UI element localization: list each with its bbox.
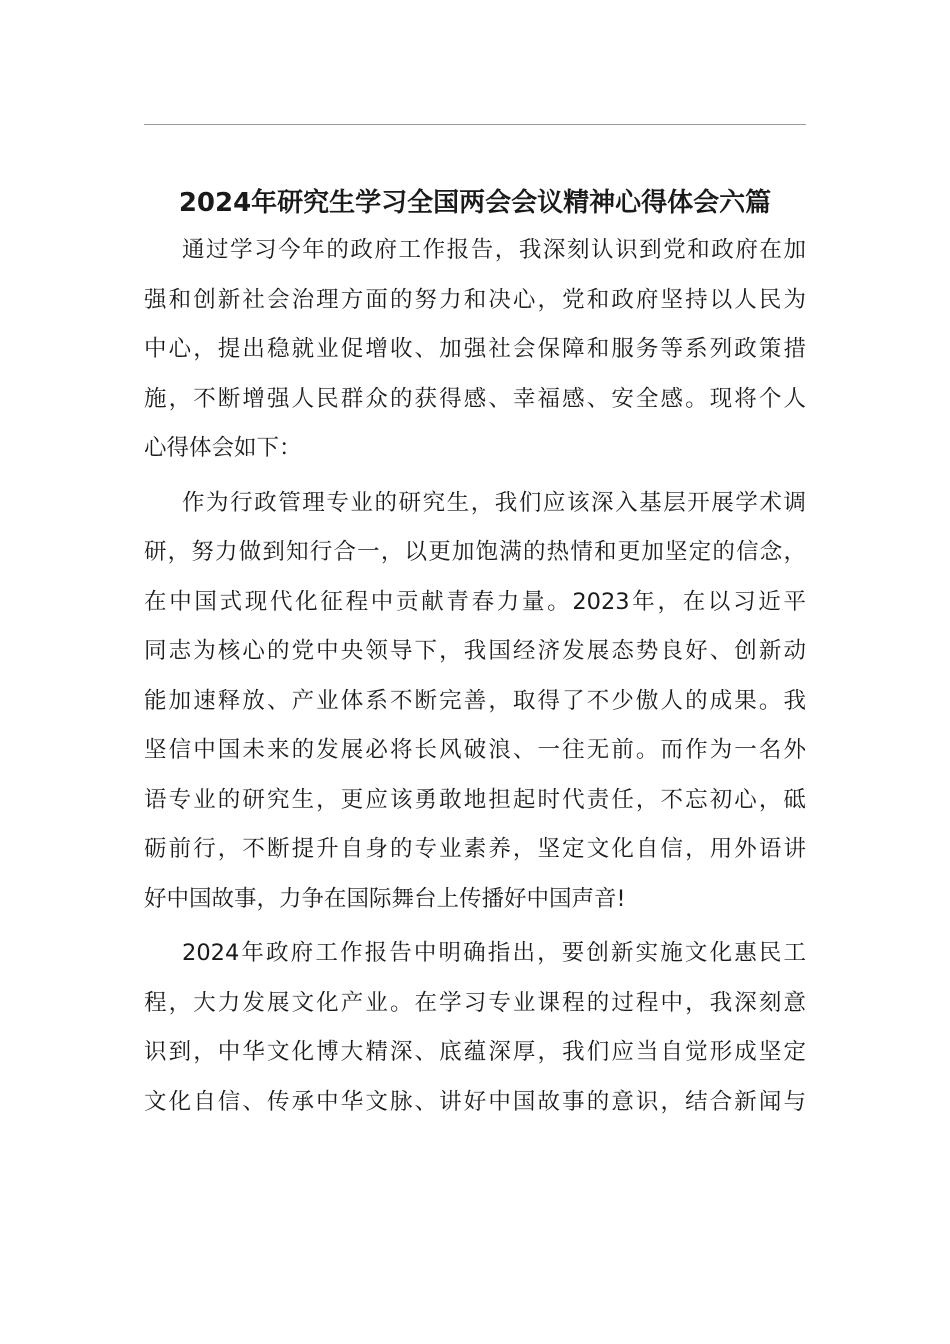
text-line: 施，不断增强人民群众的获得感、幸福感、安全感。现将个人: [144, 385, 806, 412]
text-line: 语专业的研究生，更应该勇敢地担起时代责任，不忘初心，砥: [144, 786, 806, 813]
text-line: 文化自信、传承中华文脉、讲好中国故事的意识，结合新闻与: [144, 1088, 806, 1115]
text-line: 同志为核心的党中央领导下，我国经济发展态势良好、创新动: [144, 638, 806, 664]
text-line: 好中国故事，力争在国际舞台上传播好中国声音!: [144, 885, 626, 912]
text-line: 识到，中华文化博大精深、底蕴深厚，我们应当自觉形成坚定: [144, 1039, 806, 1065]
text-line: 程，大力发展文化产业。在学习专业课程的过程中，我深刻意: [144, 989, 806, 1016]
paragraph: [144, 226, 806, 474]
text-line: 通过学习今年的政府工作报告，我深刻认识到党和政府在加: [182, 237, 806, 263]
document-body: [144, 226, 806, 1127]
text-line: 强和创新社会治理方面的努力和决心，党和政府坚持以人民为: [144, 286, 806, 313]
text-line: 2024年政府工作报告中明确指出，要创新实施文化惠民工: [182, 940, 806, 966]
text-line: 在中国式现代化征程中贡献青春力量。2023年，在以习近平: [144, 588, 806, 615]
text-line: 能加速释放、产业体系不断完善，取得了不少傲人的成果。我: [144, 687, 806, 714]
text-line: 砺前行，不断提升自身的专业素养，坚定文化自信，用外语讲: [144, 836, 806, 862]
text-line: 心得体会如下：: [144, 435, 302, 461]
text-line: 坚信中国未来的发展必将长风破浪、一往无前。而作为一名外: [144, 737, 806, 763]
paragraph: [144, 929, 806, 1127]
paragraph: [144, 479, 806, 925]
header-rule: [144, 124, 806, 125]
document-title: 2024年研究生学习全国两会会议精神心得体会六篇: [178, 188, 772, 218]
text-line: 中心，提出稳就业促增收、加强社会保障和服务等系列政策措: [144, 336, 806, 362]
text-line: 作为行政管理专业的研究生，我们应该深入基层开展学术调: [182, 489, 806, 516]
text-line: 研，努力做到知行合一，以更加饱满的热情和更加坚定的信念，: [144, 539, 806, 565]
